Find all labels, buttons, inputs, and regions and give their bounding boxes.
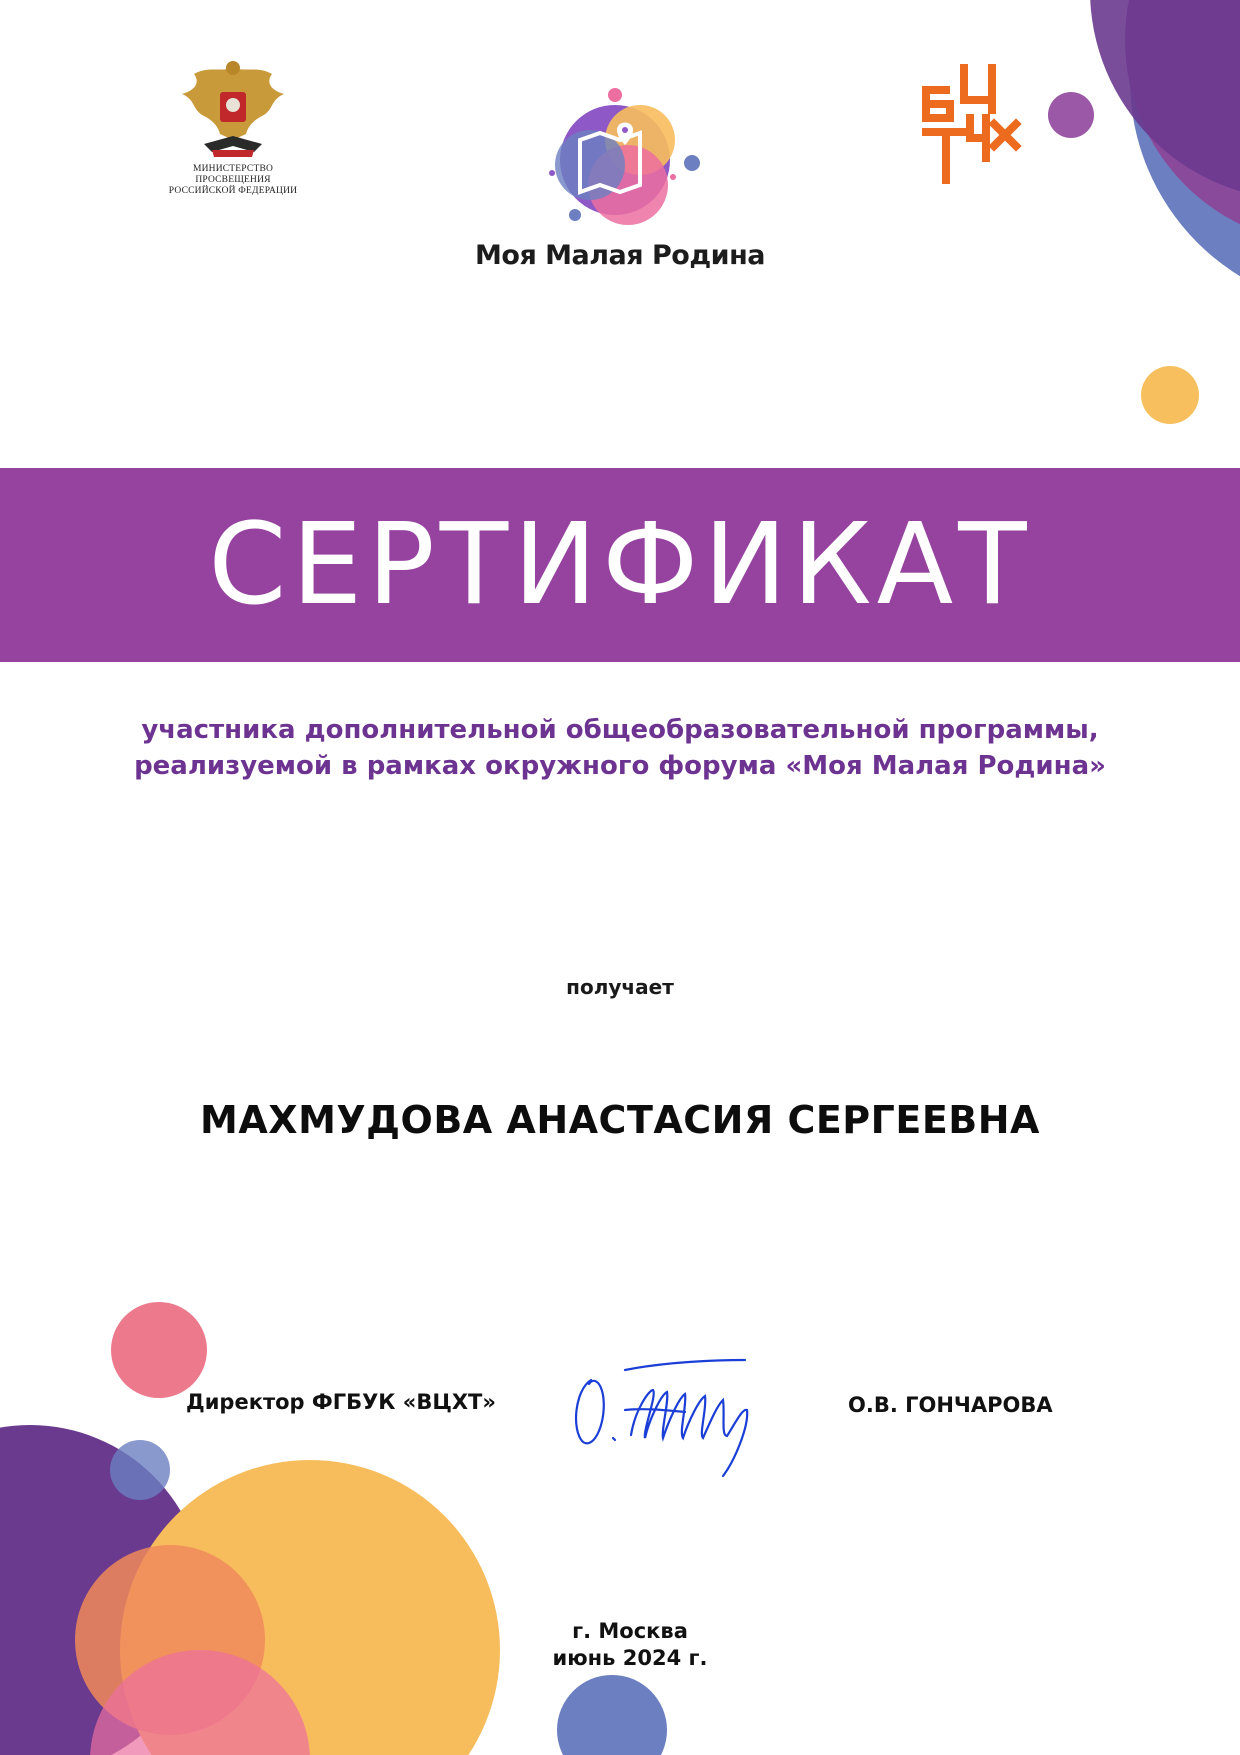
subtitle-line1: участника дополнительной общеобразовательной программы,	[141, 715, 1099, 745]
signer-name: О.В. ГОНЧАРОВА	[848, 1393, 1053, 1417]
certificate-subtitle	[80, 712, 1160, 784]
coat-of-arms-icon	[174, 60, 292, 160]
ministry-name-line2: РОССИЙСКОЙ ФЕДЕРАЦИИ	[168, 186, 298, 196]
recipient-name: МАХМУДОВА АНАСТАСИЯ СЕРГЕЕВНА	[200, 1098, 1040, 1142]
subtitle-line2: реализуемой в рамках окружного форума «Моя Малая Родина»	[134, 751, 1106, 781]
certificate-title: СЕРТИФИКАТ	[208, 500, 1032, 630]
issue-date: июнь 2024 г.	[552, 1646, 708, 1670]
vcht-logo-icon	[920, 60, 1030, 190]
receives-label: получает	[566, 975, 674, 999]
program-logo-icon	[520, 85, 720, 235]
handwritten-signature	[565, 1350, 775, 1490]
city: г. Москва	[572, 1619, 688, 1643]
director-position: Директор ФГБУК «ВЦХТ»	[186, 1390, 496, 1414]
ministry-name-line1: МИНИСТЕРСТВО ПРОСВЕЩЕНИЯ	[192, 164, 274, 185]
title-banner	[0, 468, 1240, 662]
place-and-date	[520, 1618, 740, 1672]
program-logo-text: Моя Малая Родина	[475, 240, 765, 271]
ministry-logo	[158, 60, 308, 197]
